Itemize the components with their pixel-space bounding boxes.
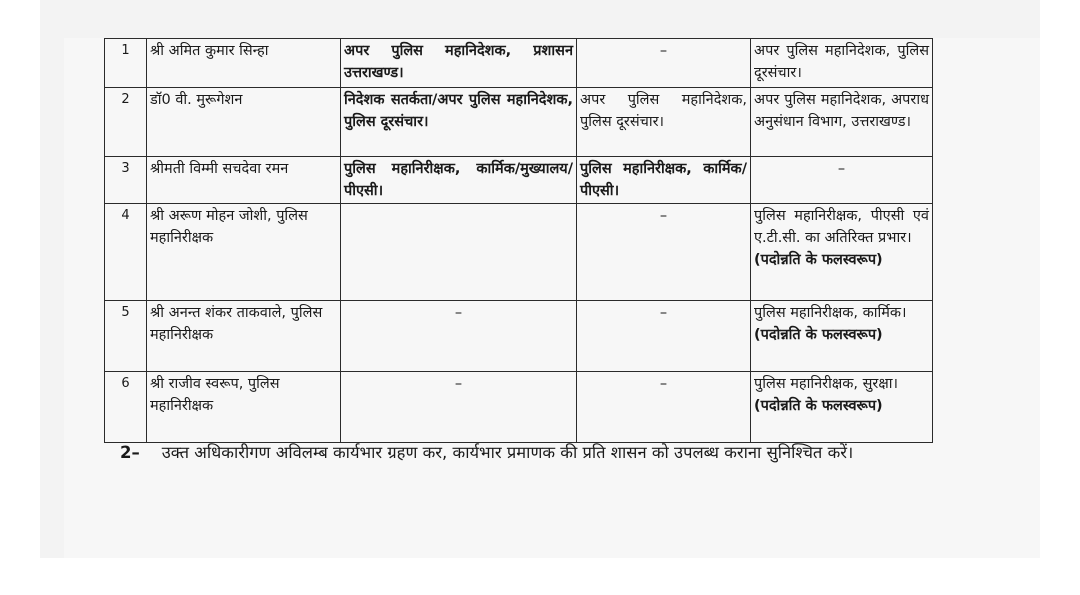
new-posting — [751, 301, 933, 372]
additional-charge: – — [577, 39, 751, 88]
serial-number: 6 — [105, 372, 147, 443]
table-row — [105, 372, 933, 443]
officer-name: डॉ0 वी. मुरूगेशन — [147, 88, 341, 157]
promotion-note: (पदोन्नति के फलस्वरूप) — [754, 398, 883, 414]
additional-charge: अपर पुलिस महानिदेशक, पुलिस दूरसंचार। — [577, 88, 751, 157]
officer-name: श्री अमित कुमार सिन्हा — [147, 39, 341, 88]
new-posting — [751, 39, 933, 88]
paragraph-text: उक्त अधिकारीगण अविलम्ब कार्यभार ग्रहण कर, कार्यभार प्रमाणक की प्रति शासन को उपलब्ध कराना सुनिश्चित करें। — [161, 443, 854, 462]
additional-charge: – — [577, 204, 751, 301]
promotion-note: (पदोन्नति के फलस्वरूप) — [754, 327, 883, 343]
new-posting-text: अपर पुलिस महानिदेशक, अपराध अनुसंधान विभाग, उत्तराखण्ड। — [754, 92, 929, 130]
current-posting: निदेशक सतर्कता/अपर पुलिस महानिदेशक, पुलिस दूरसंचार। — [341, 88, 577, 157]
new-posting-text: पुलिस महानिरीक्षक, कार्मिक। — [754, 305, 907, 321]
new-posting — [751, 88, 933, 157]
serial-number: 2 — [105, 88, 147, 157]
new-posting — [751, 372, 933, 443]
table-row — [105, 301, 933, 372]
paragraph-number: 2– — [120, 443, 140, 462]
serial-number: 4 — [105, 204, 147, 301]
new-posting — [751, 204, 933, 301]
transfer-order-table — [104, 38, 933, 443]
current-posting — [341, 204, 577, 301]
table-row — [105, 157, 933, 204]
additional-charge: – — [577, 372, 751, 443]
instruction-paragraph — [120, 440, 920, 466]
officer-name: श्री अनन्त शंकर ताकवाले, पुलिस महानिरीक्षक — [147, 301, 341, 372]
new-posting-text: – — [837, 161, 846, 177]
current-posting: अपर पुलिस महानिदेशक, प्रशासन उत्तराखण्ड। — [341, 39, 577, 88]
serial-number: 5 — [105, 301, 147, 372]
serial-number: 3 — [105, 157, 147, 204]
officer-name: श्री अरूण मोहन जोशी, पुलिस महानिरीक्षक — [147, 204, 341, 301]
officer-name: श्री राजीव स्वरूप, पुलिस महानिरीक्षक — [147, 372, 341, 443]
new-posting — [751, 157, 933, 204]
current-posting: पुलिस महानिरीक्षक, कार्मिक/मुख्यालय/पीएसी। — [341, 157, 577, 204]
serial-number: 1 — [105, 39, 147, 88]
officer-name: श्रीमती विम्मी सचदेवा रमन — [147, 157, 341, 204]
new-posting-text: पुलिस महानिरीक्षक, सुरक्षा। — [754, 376, 898, 392]
table-row — [105, 204, 933, 301]
new-posting-text: पुलिस महानिरीक्षक, पीएसी एवं ए.टी.सी. का अतिरिक्त प्रभार। — [754, 208, 929, 246]
table-row — [105, 88, 933, 157]
table-row — [105, 39, 933, 88]
current-posting: – — [341, 301, 577, 372]
additional-charge: पुलिस महानिरीक्षक, कार्मिक/पीएसी। — [577, 157, 751, 204]
promotion-note: (पदोन्नति के फलस्वरूप) — [754, 252, 883, 268]
current-posting: – — [341, 372, 577, 443]
new-posting-text: अपर पुलिस महानिदेशक, पुलिस दूरसंचार। — [754, 43, 929, 81]
additional-charge: – — [577, 301, 751, 372]
